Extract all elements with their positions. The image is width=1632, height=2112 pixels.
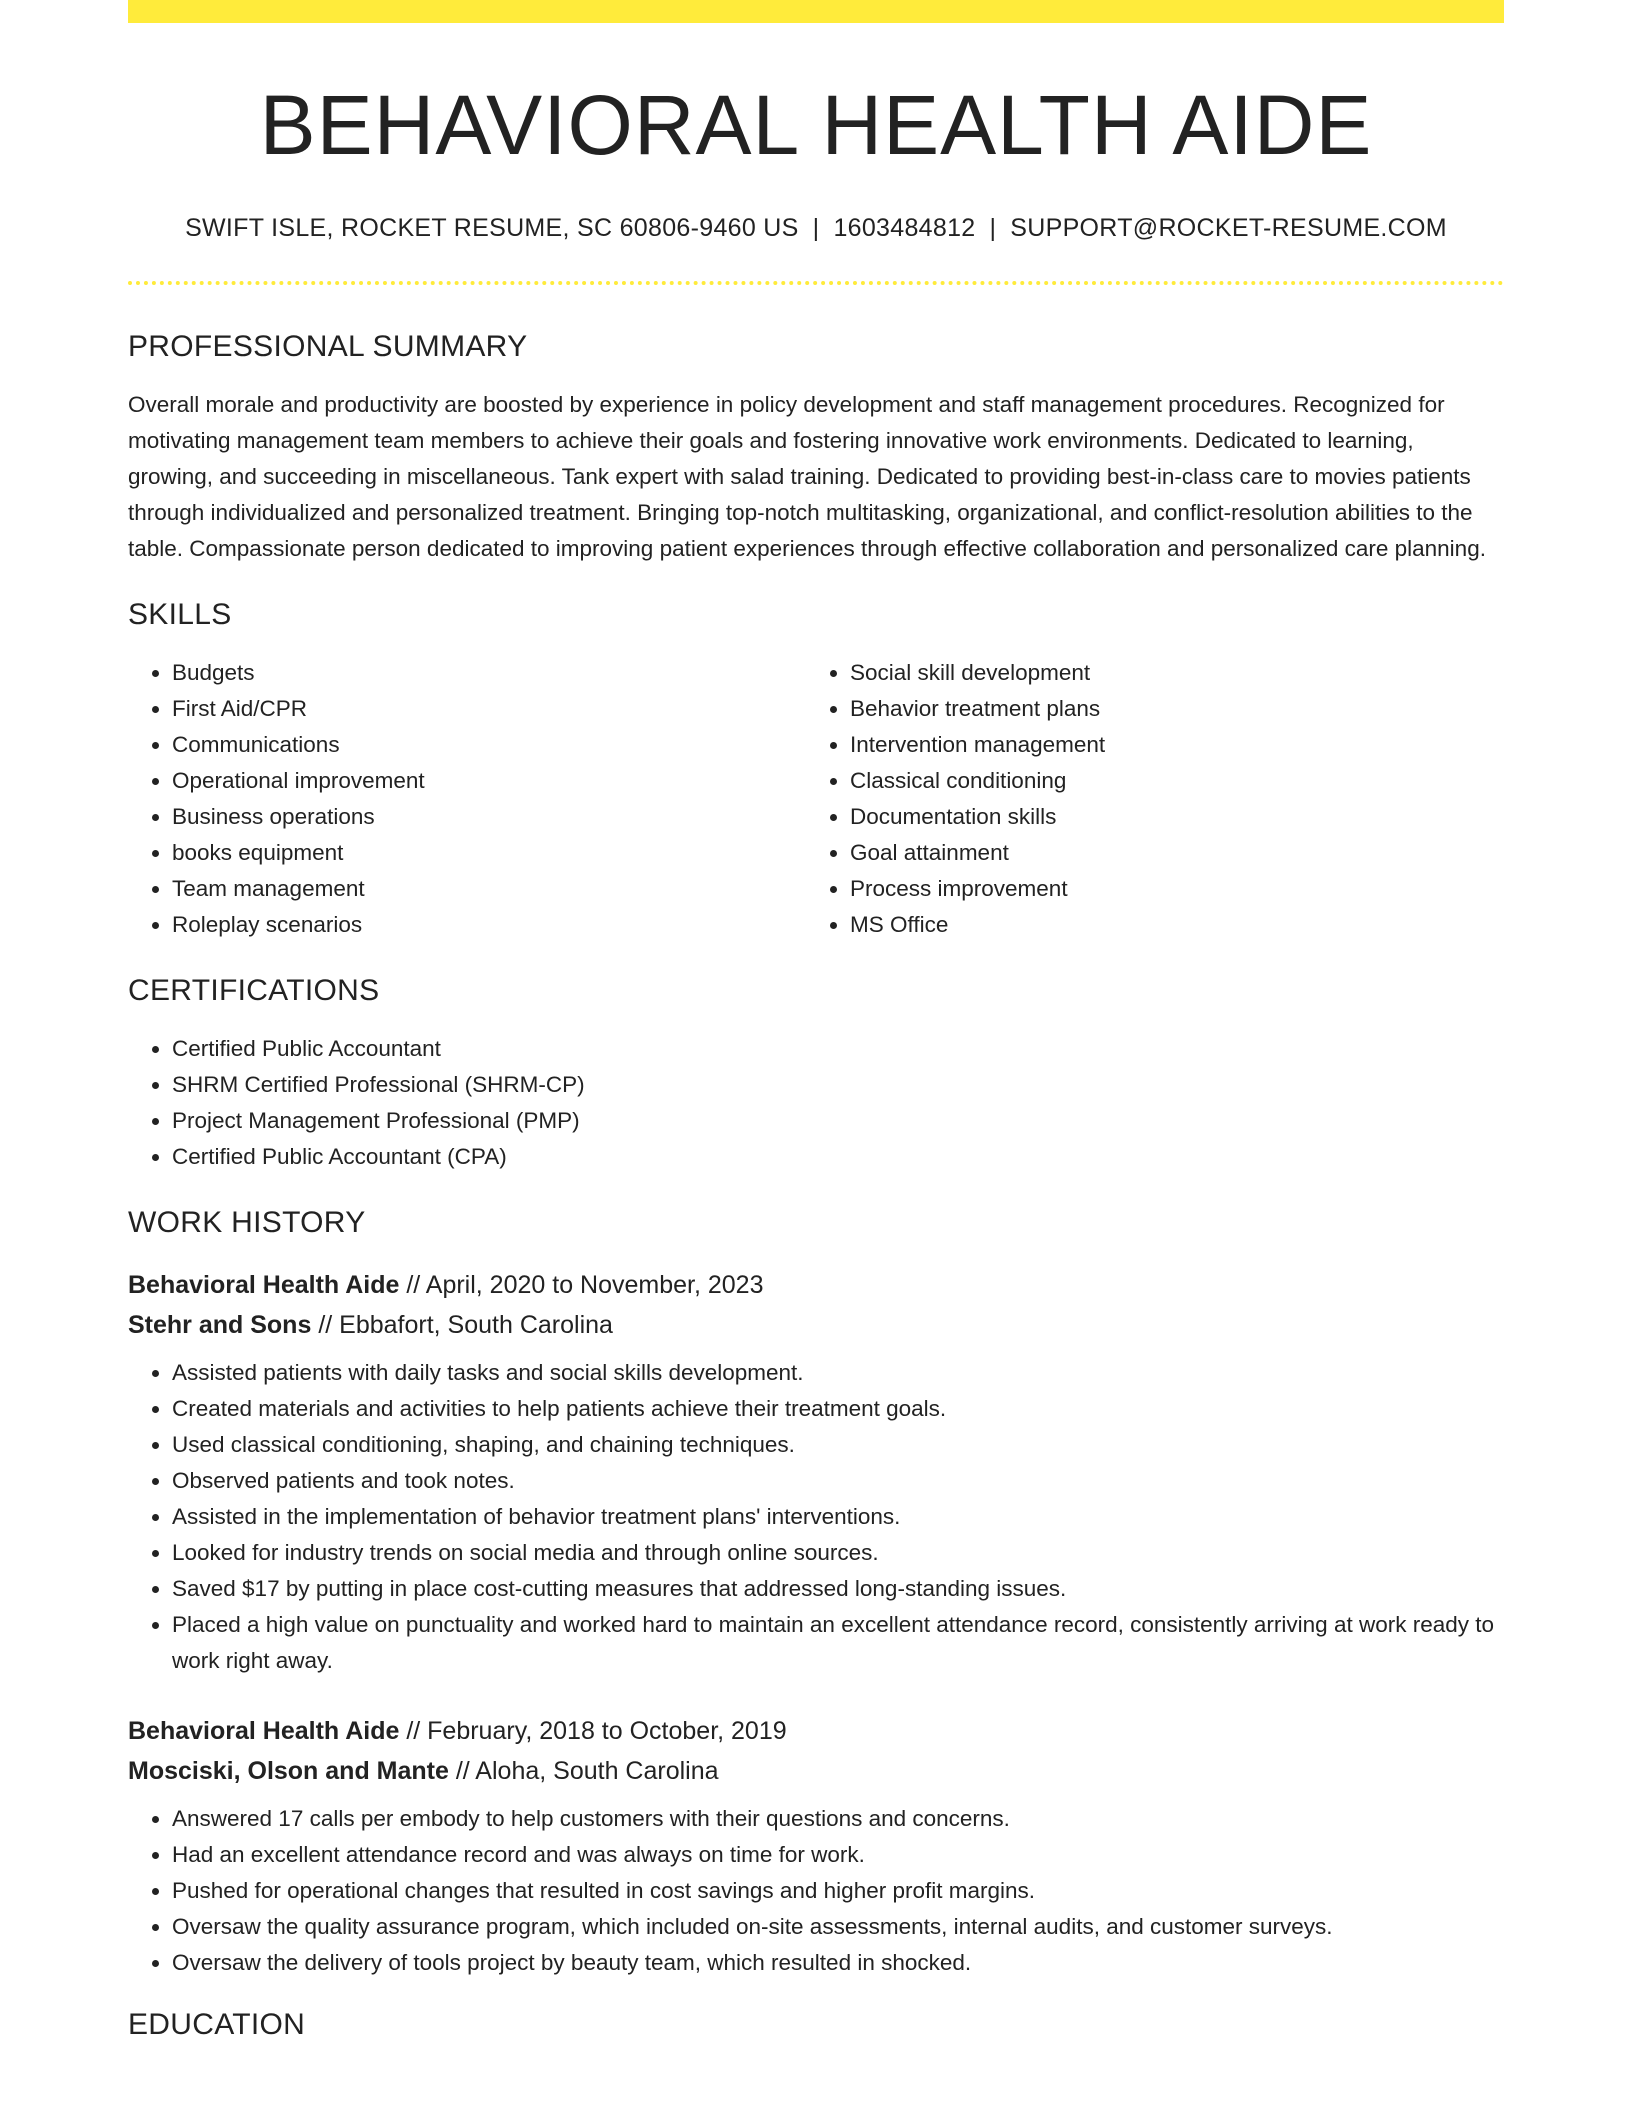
job-bullets bbox=[128, 1355, 1504, 1679]
job-entry bbox=[128, 1711, 1504, 1981]
job-company: Stehr and Sons bbox=[128, 1311, 312, 1339]
contact-phone[interactable]: 1603484812 bbox=[833, 214, 976, 242]
job-bullet: • Assisted in the implementation of behavior treatment plans' interventions. bbox=[172, 1499, 1504, 1535]
summary-text: Overall morale and productivity are boosted by experience in policy development and staff management procedures. Recognized for motivating management team members to achieve their goals and fostering innovative work environments. Dedicated to learning, growing, and succeeding in miscellaneous. Tank expert with salad training. Dedicated to providing best-in-class care to movies patients through individualized and personalized treatment. Bringing top-notch multitasking, organizational, and conflict-resolution abilities to the table. Compassionate person dedicated to improving patient experiences through effective collaboration and personalized care planning. bbox=[128, 392, 1486, 561]
job-title-line bbox=[128, 1711, 1504, 1751]
education-heading: EDUCATION bbox=[128, 2008, 306, 2041]
job-bullet: • Answered 17 calls per embody to help customers with their questions and concerns. bbox=[172, 1801, 1504, 1837]
skill-item: • Goal attainment bbox=[850, 835, 1484, 871]
contact-line bbox=[128, 213, 1504, 243]
contact-address: SWIFT ISLE, ROCKET RESUME, SC 60806-9460 US bbox=[185, 214, 799, 242]
skill-item: • Roleplay scenarios bbox=[172, 907, 806, 943]
certifications-heading: CERTIFICATIONS bbox=[128, 974, 380, 1007]
job-bullet: • Looked for industry trends on social media and through online sources. bbox=[172, 1535, 1504, 1571]
skill-item: • Classical conditioning bbox=[850, 763, 1484, 799]
job-entry bbox=[128, 1265, 1504, 1679]
skills-columns bbox=[128, 655, 1504, 943]
skills-right-list bbox=[806, 655, 1484, 943]
job-company-line bbox=[128, 1305, 1504, 1345]
skill-item: • Social skill development bbox=[850, 655, 1484, 691]
resume-page bbox=[128, 0, 1504, 2043]
job-dates: // February, 2018 to October, 2019 bbox=[399, 1717, 787, 1745]
skill-item: • Business operations bbox=[172, 799, 806, 835]
skill-item: • Operational improvement bbox=[172, 763, 806, 799]
job-company: Mosciski, Olson and Mante bbox=[128, 1757, 449, 1785]
job-bullet: • Saved $17 by putting in place cost-cutting measures that addressed long-standing issues. bbox=[172, 1571, 1504, 1607]
contact-email[interactable]: SUPPORT@ROCKET-RESUME.COM bbox=[1010, 214, 1447, 242]
job-title-line bbox=[128, 1265, 1504, 1305]
skill-item: • Documentation skills bbox=[850, 799, 1484, 835]
job-role: Behavioral Health Aide bbox=[128, 1717, 400, 1745]
job-bullet: • Created materials and activities to help patients achieve their treatment goals. bbox=[172, 1391, 1504, 1427]
job-bullets bbox=[128, 1801, 1504, 1981]
top-accent-bar bbox=[128, 0, 1504, 23]
contact-separator: | bbox=[989, 214, 997, 242]
job-bullet: • Observed patients and took notes. bbox=[172, 1463, 1504, 1499]
certification-item: • SHRM Certified Professional (SHRM-CP) bbox=[172, 1067, 1504, 1103]
job-bullet: • Pushed for operational changes that resulted in cost savings and higher profit margins. bbox=[172, 1873, 1504, 1909]
dotted-divider bbox=[128, 281, 1504, 285]
summary-heading: PROFESSIONAL SUMMARY bbox=[128, 330, 528, 363]
skill-item: • Process improvement bbox=[850, 871, 1484, 907]
contact-separator: | bbox=[812, 214, 820, 242]
skill-item: • Intervention management bbox=[850, 727, 1484, 763]
job-bullet: • Oversaw the delivery of tools project by beauty team, which resulted in shocked. bbox=[172, 1945, 1504, 1981]
certification-item: • Certified Public Accountant (CPA) bbox=[172, 1139, 1504, 1175]
certification-item: • Project Management Professional (PMP) bbox=[172, 1103, 1504, 1139]
certification-item: • Certified Public Accountant bbox=[172, 1031, 1504, 1067]
job-role: Behavioral Health Aide bbox=[128, 1271, 400, 1299]
job-location: // Ebbafort, South Carolina bbox=[311, 1311, 613, 1339]
skill-item: • Behavior treatment plans bbox=[850, 691, 1484, 727]
skill-item: • Communications bbox=[172, 727, 806, 763]
job-bullet: • Oversaw the quality assurance program, which included on-site assessments, internal audits, and customer surveys. bbox=[172, 1909, 1504, 1945]
skills-left-column bbox=[128, 655, 806, 943]
job-company-line bbox=[128, 1751, 1504, 1791]
skills-right-column bbox=[806, 655, 1484, 943]
skill-item: • First Aid/CPR bbox=[172, 691, 806, 727]
job-bullet: • Used classical conditioning, shaping, and chaining techniques. bbox=[172, 1427, 1504, 1463]
work-history-heading: WORK HISTORY bbox=[128, 1206, 366, 1239]
certifications-list bbox=[128, 1031, 1504, 1175]
skill-item: • books equipment bbox=[172, 835, 806, 871]
skills-left-list bbox=[128, 655, 806, 943]
skill-item: • Budgets bbox=[172, 655, 806, 691]
job-bullet: • Assisted patients with daily tasks and social skills development. bbox=[172, 1355, 1504, 1391]
resume-name: BEHAVIORAL HEALTH AIDE bbox=[259, 78, 1373, 172]
job-bullet: • Placed a high value on punctuality and worked hard to maintain an excellent attendance record, consistently arriving at work ready to work right away. bbox=[172, 1607, 1504, 1679]
job-location: // Aloha, South Carolina bbox=[448, 1757, 719, 1785]
skill-item: • Team management bbox=[172, 871, 806, 907]
skills-heading: SKILLS bbox=[128, 598, 232, 631]
skill-item: • MS Office bbox=[850, 907, 1484, 943]
job-dates: // April, 2020 to November, 2023 bbox=[399, 1271, 764, 1299]
job-bullet: • Had an excellent attendance record and was always on time for work. bbox=[172, 1837, 1504, 1873]
